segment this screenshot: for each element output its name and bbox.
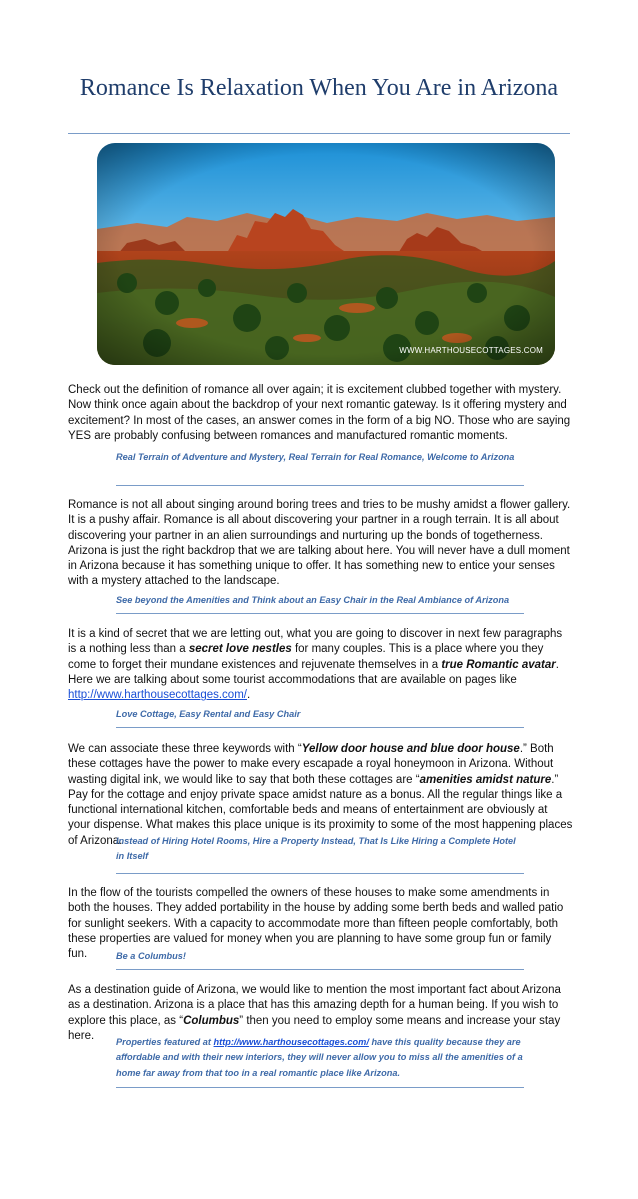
quote-divider: [116, 1087, 524, 1088]
text-run: Properties featured at: [116, 1037, 214, 1047]
quote-divider: [116, 873, 524, 874]
emphasis-text: true Romantic avatar: [441, 658, 556, 671]
text-run: for many couples. This is a place where you they come to forget their mundane existences and rejuvenate themselves in a: [68, 643, 544, 671]
paragraph-3: [68, 627, 573, 703]
paragraph-2: Romance is not all about singing around boring trees and tries to be mushy amidst a flower gallery. It is a pushy affair. Romance is all about discovering your partner in a rough terrain. It is all about discovering your partner in an alien surroundings and nurturing up the bonds of togetherness. Arizona is just the right backdrop that we are talking about here. You will never have a dull moment in Arizona because it has something unique to offer. It has something new to entice your senses with a mystery attached to the landscape.: [68, 499, 571, 588]
pull-quote-5: Be a Columbus!: [116, 951, 186, 961]
text-run: We can associate these three keywords with “: [68, 743, 302, 755]
arizona-landscape-image: [97, 143, 555, 365]
pull-quote-1: Real Terrain of Adventure and Mystery, Real Terrain for Real Romance, Welcome to Arizona: [116, 452, 515, 462]
emphasis-text: secret love nestles: [188, 643, 292, 656]
emphasis-text: Yellow door house and blue door house: [301, 743, 520, 755]
text-run: .” Both these cottages have the power to make every escapade a royal honeymoon in Arizona. Without wasting digital ink, we would like to say that both these cottages are “: [68, 743, 554, 786]
paragraph-5: In the flow of the tourists compelled the owners of these houses to make some amendments in both the houses. They added portability in the house by adding some berth beds and walled patio for sunlight seekers. With a capacity to accommodate more than fifteen people comfortably, both these properties are valued for money when you are planning to have some group fun or family fun.: [68, 887, 564, 961]
text-run: .: [246, 689, 251, 702]
quote-divider: [116, 969, 524, 970]
text-run: . Here we are talking about some tourist accommodations that are available on pages like: [68, 658, 559, 686]
text-run: It is a kind of secret that we are letting out, what you are going to discover in next few paragraphs is a nothing less than a: [68, 628, 563, 656]
title-divider: [68, 133, 570, 134]
quote-divider: [116, 613, 524, 614]
emphasis-text: amenities amidst nature: [419, 773, 552, 786]
text-run: ” then you need to employ some means and increase your stay here.: [68, 1014, 561, 1042]
emphasis-text: Columbus: [183, 1014, 240, 1027]
hero-image: [97, 143, 555, 365]
pull-quote-4: Instead of Hiring Hotel Rooms, Hire a Property Instead, That Is Like Hiring a Complete Hotel in Itself: [116, 836, 516, 862]
pull-quote-3: Love Cottage, Easy Rental and Easy Chair: [116, 709, 301, 719]
quote-divider: [116, 485, 524, 486]
paragraph-1: Check out the definition of romance all over again; it is excitement clubbed together with mystery. Now think once again about the backdrop of your next romantic gateway. Is it offering mystery and excitement? In most of the cases, an answer comes in the form of a big NO. Those who are saying YES are probably confusing between romances and manufactured romantic moments.: [68, 384, 571, 442]
harthouse-link[interactable]: http://www.harthousecottages.com/: [68, 689, 247, 702]
page-title: Romance Is Relaxation When You Are in Arizona: [79, 75, 559, 101]
text-run: .” Pay for the cottage and enjoy private space amidst nature as a bonus. All the regular things like a functional international kitchen, comfortable beds and means of entertainment are obviously at your dispense. What makes this place unique is its proximity to some of the most happening places of Arizona.: [68, 773, 573, 847]
pull-quote-6: [116, 1035, 524, 1081]
text-run: As a destination guide of Arizona, we would like to mention the most important fact about Arizona as a destination. Arizona is a place that has this amazing depth for a human being. If you wish to explore this place, as “: [68, 984, 561, 1027]
text-run: have this quality because they are affordable and with their new interiors, they will never allow you to miss all the amenities of a home far away from that too in a real romantic place like Arizona.: [116, 1037, 523, 1078]
image-watermark: WWW.HARTHOUSECOTTAGES.COM: [399, 346, 543, 355]
pull-quote-2: See beyond the Amenities and Think about an Easy Chair in the Real Ambiance of Arizona: [116, 595, 510, 605]
harthouse-link[interactable]: http://www.harthousecottages.com/: [213, 1037, 369, 1047]
quote-divider: [116, 727, 524, 728]
